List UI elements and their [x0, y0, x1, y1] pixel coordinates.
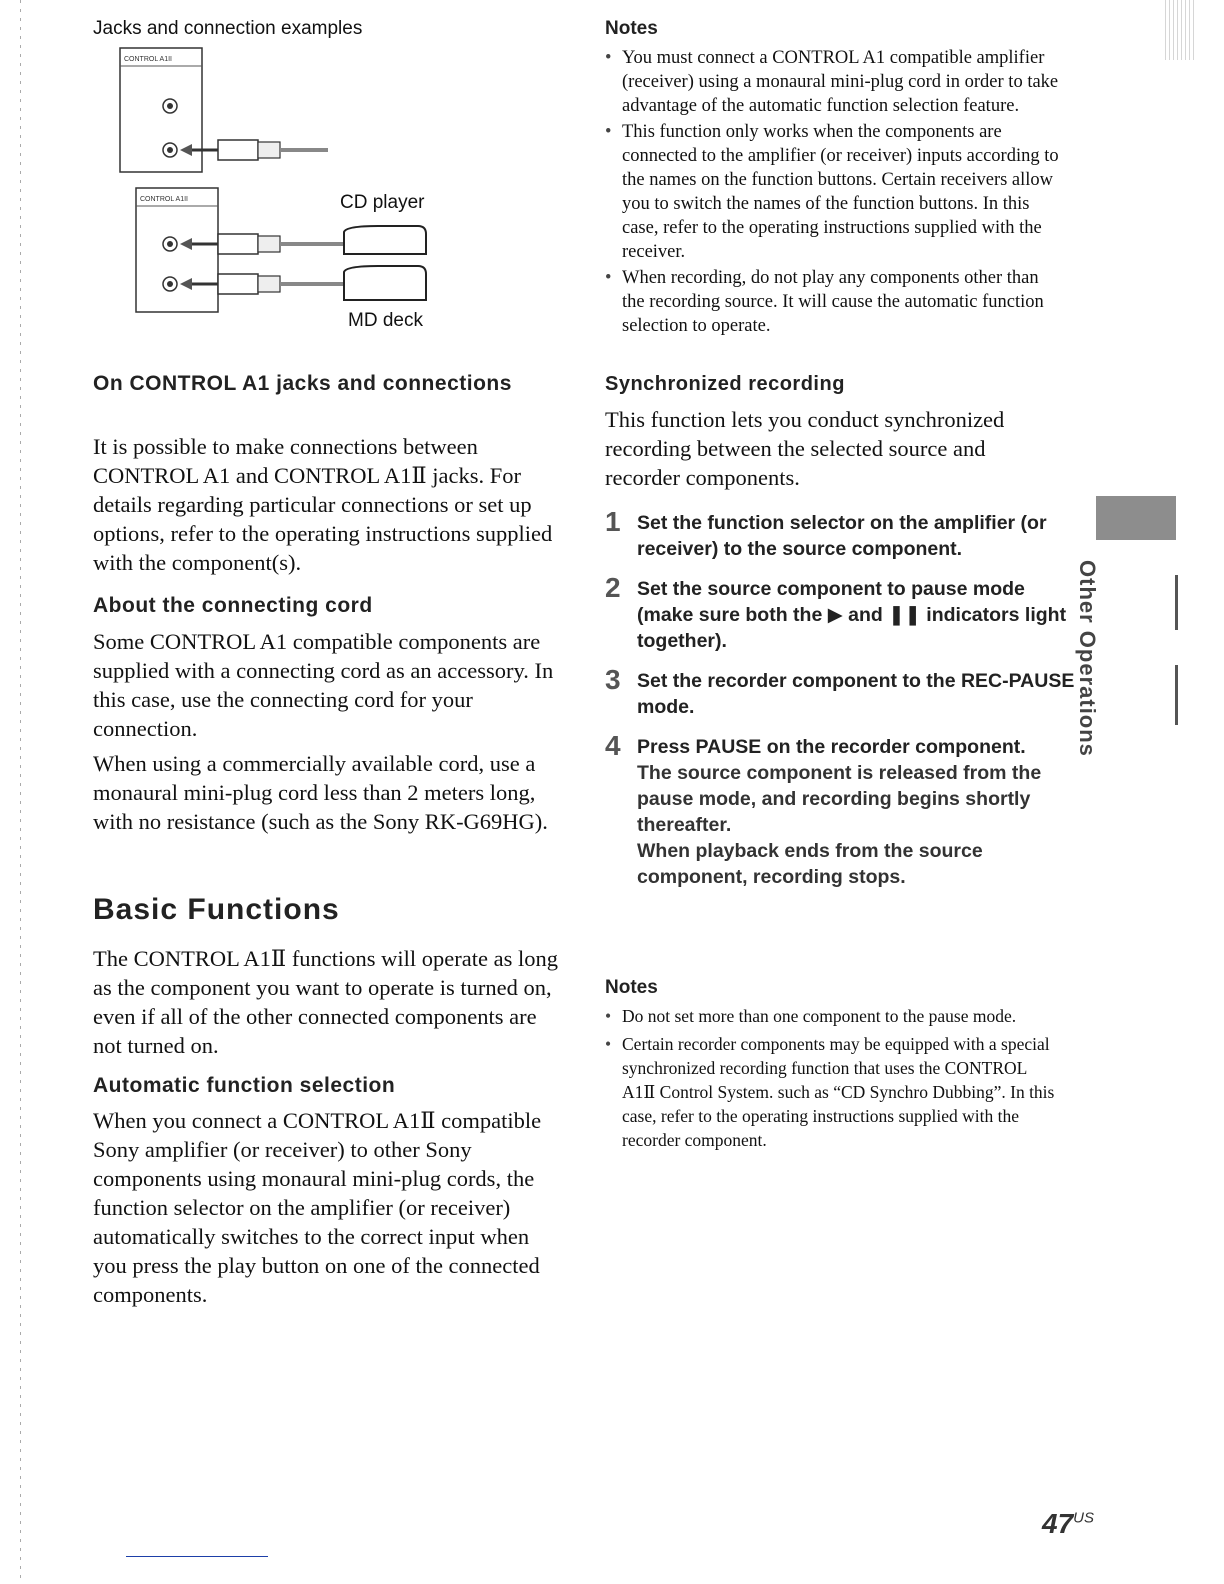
scan-edge-left — [20, 0, 21, 1584]
step-item — [605, 730, 1075, 890]
section-heading-connecting-cord: About the connecting cord — [93, 594, 373, 617]
cd-player-icon — [344, 226, 426, 254]
margin-mark — [1175, 575, 1178, 630]
md-deck-icon — [344, 266, 426, 300]
paragraph-control-a1: It is possible to make connections between CONTROL A1 and CONTROL A1Ⅱ jacks. For details regarding particular connections or set up options, refer to the operating instructions supplied with the component(s). — [93, 434, 553, 575]
page-number — [1042, 1508, 1094, 1540]
note-item: • Do not set more than one component to the pause mode. — [605, 1004, 1060, 1028]
step-item — [605, 572, 1075, 654]
notes-heading: Notes — [605, 18, 658, 39]
step-number: 2 — [605, 572, 621, 603]
footer-rule — [126, 1556, 268, 1557]
step-item — [605, 664, 1075, 720]
step-text: Set the recorder component to the REC-PAUSE mode. — [637, 670, 1075, 718]
page-number-value: 47 — [1042, 1508, 1074, 1539]
section-title-basic-functions: Basic Functions — [93, 893, 340, 926]
step-item — [605, 506, 1075, 562]
paragraph-automatic-function-selection: When you connect a CONTROL A1Ⅱ compatible Sony amplifier (or receiver) to other Sony components using monaural mini-plug cords, the function selector on the amplifier (or receiver) automatically switches to the correct input when you press the play button on one of the connected components. — [93, 1108, 542, 1307]
step-detail: When playback ends from the source component, recording stops. — [637, 840, 983, 888]
section-tab-text: Other Operations — [1075, 560, 1100, 757]
diagram-caption: Jacks and connection examples — [93, 18, 363, 39]
jack-panel-bottom — [136, 188, 218, 312]
paragraph-basic-functions: The CONTROL A1Ⅱ functions will operate as long as the component you want to operate is turned on, even if all of the other connected components are not turned on. — [93, 946, 559, 1058]
section-tab-marker — [1096, 496, 1176, 540]
step-number: 4 — [605, 730, 621, 761]
section-heading-automatic-function-selection: Automatic function selection — [93, 1074, 396, 1097]
step-text: Set the source component to pause mode (make sure both the ▶ and ❚❚ indicators light together). — [637, 578, 1067, 652]
step-number: 3 — [605, 664, 621, 695]
note-item: • You must connect a CONTROL A1 compatible amplifier (receiver) using a monaural mini-plug cord in order to take advantage of the automatic function selection feature. — [605, 46, 1065, 118]
notes-heading: Notes — [605, 977, 658, 998]
scan-edge-top-right — [1165, 0, 1195, 60]
paragraph-connecting-cord-2: When using a commercially available cord, use a monaural mini-plug cord less than 2 meters long, with no resistance (such as the Sony RK-G69HG). — [93, 751, 548, 834]
margin-mark — [1175, 665, 1178, 725]
section-tab-label — [1060, 560, 1140, 780]
device-label-md-deck: MD deck — [348, 310, 423, 331]
page-number-suffix: US — [1073, 1509, 1094, 1527]
paragraph-synchronized-recording: This function lets you conduct synchronized recording between the selected source and recorder components. — [605, 407, 1005, 490]
note-item: • When recording, do not play any components other than the recording source. It will cause the automatic function selection to operate. — [605, 266, 1065, 338]
step-number: 1 — [605, 506, 621, 537]
notes-list — [605, 1004, 1060, 1156]
jack-panel-bottom-label: CONTROL A1II — [140, 196, 188, 203]
connection-diagram — [118, 46, 448, 336]
note-item: • This function only works when the components are connected to the amplifier (or receiver) inputs according to the names on the function buttons. Certain receivers allow you to switch the names of the function buttons. In this case, refer to the operating instructions supplied with the receiver. — [605, 120, 1065, 264]
step-text: Press PAUSE on the recorder component. — [637, 736, 1026, 758]
paragraph-connecting-cord-1: Some CONTROL A1 compatible components are supplied with a connecting cord as an accessory. In this case, use the connecting cord for your connection. — [93, 629, 554, 741]
section-heading-control-a1: On CONTROL A1 jacks and connections — [93, 372, 512, 395]
note-item: • Certain recorder components may be equipped with a special synchronized recording function that uses the CONTROL A1Ⅱ Control System. such as “CD Synchro Dubbing”. In this case, refer to the operating instructions supplied with the recorder component. — [605, 1032, 1060, 1152]
step-text: Set the function selector on the amplifier (or receiver) to the source component. — [637, 512, 1047, 560]
jack-panel-top-label: CONTROL A1II — [124, 56, 172, 63]
steps-list — [605, 506, 1075, 904]
notes-list — [605, 46, 1065, 340]
device-label-cd-player: CD player — [340, 192, 425, 213]
section-heading-synchronized-recording: Synchronized recording — [605, 373, 845, 395]
step-detail: The source component is released from the pause mode, and recording begins shortly thereafter. — [637, 762, 1042, 836]
